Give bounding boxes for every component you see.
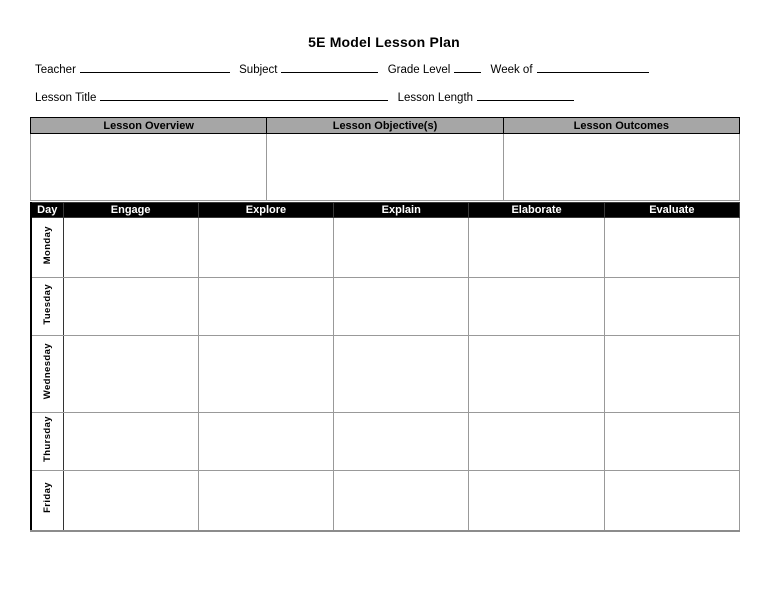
day-cell-tuesday [31, 278, 63, 336]
week-of-blank [537, 60, 649, 73]
subject-blank [281, 60, 378, 73]
day-label-wednesday: Wednesday [41, 343, 53, 400]
day-label-friday: Friday [41, 482, 53, 514]
outcomes-cell [503, 134, 739, 201]
page-title: 5E Model Lesson Plan [308, 34, 460, 50]
outcomes-header: Lesson Outcomes [503, 118, 739, 134]
lesson-overview-table [30, 117, 740, 201]
header-info-line [35, 60, 649, 76]
plan-cell [604, 413, 739, 471]
plan-header-row [31, 203, 740, 218]
plan-cell [604, 336, 739, 413]
column-header-day: Day [31, 203, 63, 218]
plan-row-tuesday [31, 278, 740, 336]
plan-row-friday [31, 471, 740, 531]
lesson-title-blank [100, 88, 388, 101]
day-cell-monday [31, 218, 63, 278]
column-header-elaborate: Elaborate [469, 203, 604, 218]
overview-cell [31, 134, 267, 201]
plan-cell [63, 218, 198, 278]
plan-cell [334, 278, 469, 336]
plan-cell [198, 278, 333, 336]
plan-cell [469, 413, 604, 471]
plan-cell [469, 218, 604, 278]
plan-row-wednesday [31, 336, 740, 413]
five-e-plan-table [30, 202, 740, 532]
week-of-label: Week of [490, 64, 533, 76]
lesson-length-label: Lesson Length [397, 92, 474, 104]
plan-cell [469, 278, 604, 336]
lesson-length-blank [477, 88, 574, 101]
teacher-label: Teacher [35, 64, 76, 76]
plan-cell [63, 278, 198, 336]
plan-cell [334, 218, 469, 278]
plan-cell [334, 413, 469, 471]
subject-label: Subject [239, 64, 278, 76]
grade-level-label: Grade Level [387, 64, 451, 76]
plan-cell [198, 336, 333, 413]
day-label-thursday: Thursday [41, 416, 53, 462]
day-cell-thursday [31, 413, 63, 471]
day-cell-wednesday [31, 336, 63, 413]
objectives-cell [267, 134, 503, 201]
day-label-tuesday: Tuesday [41, 283, 53, 325]
plan-cell [63, 336, 198, 413]
column-header-explore: Explore [198, 203, 333, 218]
column-header-explain: Explain [334, 203, 469, 218]
plan-cell [198, 218, 333, 278]
plan-row-thursday [31, 413, 740, 471]
lesson-title-line [35, 88, 574, 104]
day-label-monday: Monday [41, 225, 53, 265]
column-header-engage: Engage [63, 203, 198, 218]
column-header-evaluate: Evaluate [604, 203, 739, 218]
plan-cell [63, 471, 198, 531]
day-cell-friday [31, 471, 63, 531]
plan-cell [198, 471, 333, 531]
plan-cell [604, 218, 739, 278]
plan-cell [198, 413, 333, 471]
plan-cell [469, 336, 604, 413]
teacher-blank [80, 60, 230, 73]
plan-cell [334, 471, 469, 531]
grade-level-blank [454, 60, 481, 73]
plan-row-monday [31, 218, 740, 278]
objectives-header: Lesson Objective(s) [267, 118, 503, 134]
plan-cell [604, 471, 739, 531]
plan-cell [334, 336, 469, 413]
plan-cell [604, 278, 739, 336]
plan-cell [63, 413, 198, 471]
overview-header: Lesson Overview [31, 118, 267, 134]
plan-cell [469, 471, 604, 531]
lesson-title-label: Lesson Title [35, 92, 97, 104]
